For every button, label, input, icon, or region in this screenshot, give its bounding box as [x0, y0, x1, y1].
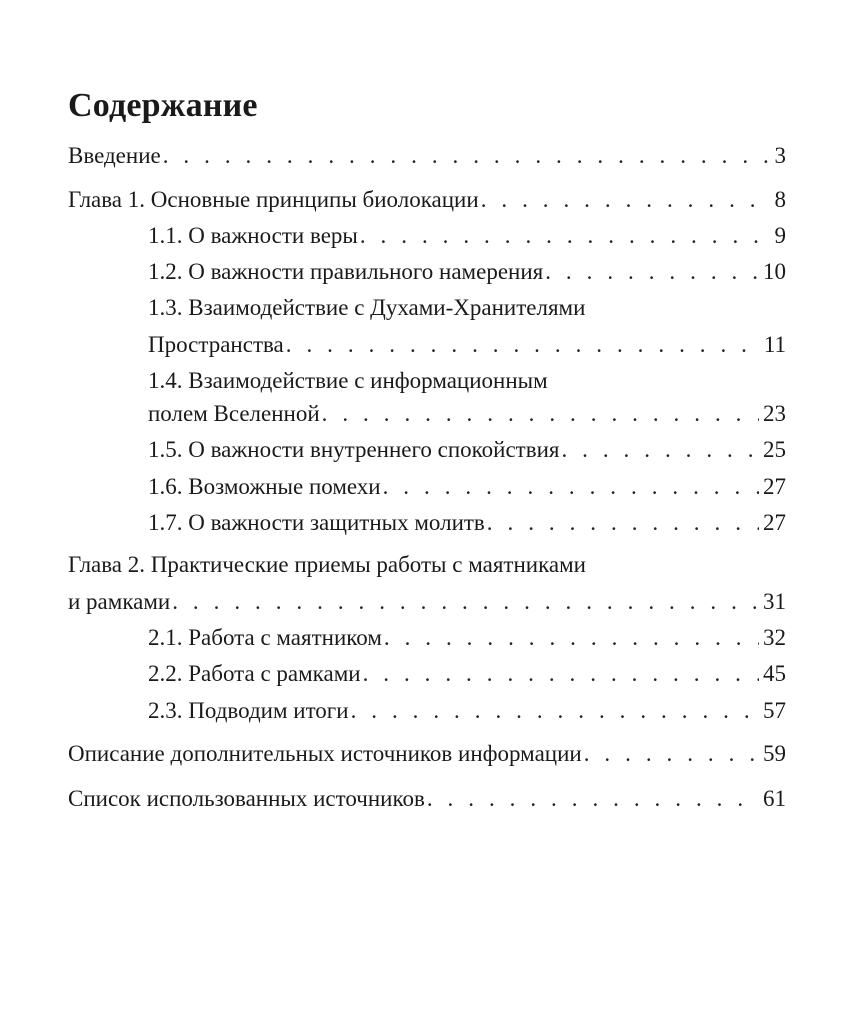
leader-dots: [481, 185, 771, 215]
toc-entry-2-3[interactable]: [148, 696, 786, 726]
toc-entry-chapter-1[interactable]: [68, 185, 786, 215]
toc-entry-page: 10: [763, 259, 786, 284]
leader-dots: [163, 141, 771, 171]
toc-entry-1-7[interactable]: [148, 508, 786, 538]
toc-entry-label: 1.7. О важности защитных молитв: [148, 510, 485, 535]
toc-entry-label: Список использованных источников: [68, 786, 425, 811]
leader-dots: [561, 435, 759, 465]
leader-dots: [487, 508, 759, 538]
toc-entry-page: 27: [763, 510, 786, 535]
toc-entry-page: 25: [763, 437, 786, 462]
leader-dots: [545, 257, 759, 287]
toc-entry-1-4[interactable]: [148, 366, 786, 396]
leader-dots: [360, 221, 771, 251]
toc-entry-bibliography[interactable]: [68, 784, 786, 814]
toc-entry-page: 32: [763, 625, 786, 650]
toc-entry-label-line2: и рамками: [68, 589, 171, 614]
leader-dots: [351, 696, 759, 726]
toc-entry-page: 3: [774, 143, 786, 168]
toc-entry-page: 9: [774, 223, 786, 248]
toc-entry-1-5[interactable]: [148, 435, 786, 465]
page-title: Содержание: [68, 87, 258, 124]
toc-entry-label-line1: 1.4. Взаимодействие с информационным: [148, 368, 548, 393]
toc-entry-1-3[interactable]: [148, 293, 786, 323]
toc-entry-label-line1: Глава 2. Практические приемы работы с маятниками: [68, 552, 586, 577]
toc-entry-2-2[interactable]: [148, 659, 786, 689]
toc-entry-page: 31: [763, 589, 786, 614]
toc-entry-1-2[interactable]: [148, 257, 786, 287]
toc-entry-label-line2: полем Вселенной: [148, 401, 320, 426]
leader-dots: [584, 739, 759, 769]
toc-entry-page: 57: [763, 698, 786, 723]
toc-entry-page: 59: [763, 741, 786, 766]
toc-entry-label: Введение: [68, 143, 161, 168]
toc-entry-label: 2.3. Подводим итоги: [148, 698, 349, 723]
toc-entry-2-1[interactable]: [148, 623, 786, 653]
leader-dots: [363, 659, 759, 689]
toc-entry-label: 2.1. Работа с маятником: [148, 625, 382, 650]
toc-entry-1-3-continued[interactable]: [148, 330, 786, 360]
toc-entry-1-6[interactable]: [148, 472, 786, 502]
toc-entry-label: Описание дополнительных источников информации: [68, 741, 582, 766]
toc-entry-1-4-continued[interactable]: [148, 399, 786, 429]
toc-entry-label: 1.5. О важности внутреннего спокойствия: [148, 437, 560, 462]
toc-entry-label: 1.2. О важности правильного намерения: [148, 259, 544, 284]
leader-dots: [427, 784, 759, 814]
toc-entry-label: 2.2. Работа с рамками: [148, 661, 361, 686]
toc-entry-page: 11: [763, 332, 786, 357]
toc-entry-page: 61: [763, 786, 786, 811]
toc-entry-page: 8: [774, 187, 786, 212]
toc-entry-page: 45: [763, 661, 786, 686]
toc-entry-1-1[interactable]: [148, 221, 786, 251]
leader-dots: [322, 399, 759, 429]
toc-entry-label: 1.6. Возможные помехи: [148, 474, 381, 499]
toc-entry-label-line1: 1.3. Взаимодействие с Духами-Хранителями: [148, 295, 586, 320]
toc-entry-chapter-2[interactable]: [68, 550, 786, 580]
toc-entry-label: Глава 1. Основные принципы биолокации: [68, 187, 479, 212]
toc-entry-label-line2: Пространства: [148, 332, 284, 357]
toc-entry-chapter-2-continued[interactable]: [68, 587, 786, 617]
leader-dots: [172, 587, 759, 617]
leader-dots: [286, 330, 760, 360]
toc-entry-page: 23: [763, 401, 786, 426]
toc-entry-introduction[interactable]: [68, 141, 786, 171]
toc-entry-page: 27: [763, 474, 786, 499]
toc-entry-additional-sources[interactable]: [68, 739, 786, 769]
leader-dots: [383, 472, 759, 502]
toc-entry-label: 1.1. О важности веры: [148, 223, 358, 248]
leader-dots: [384, 623, 759, 653]
